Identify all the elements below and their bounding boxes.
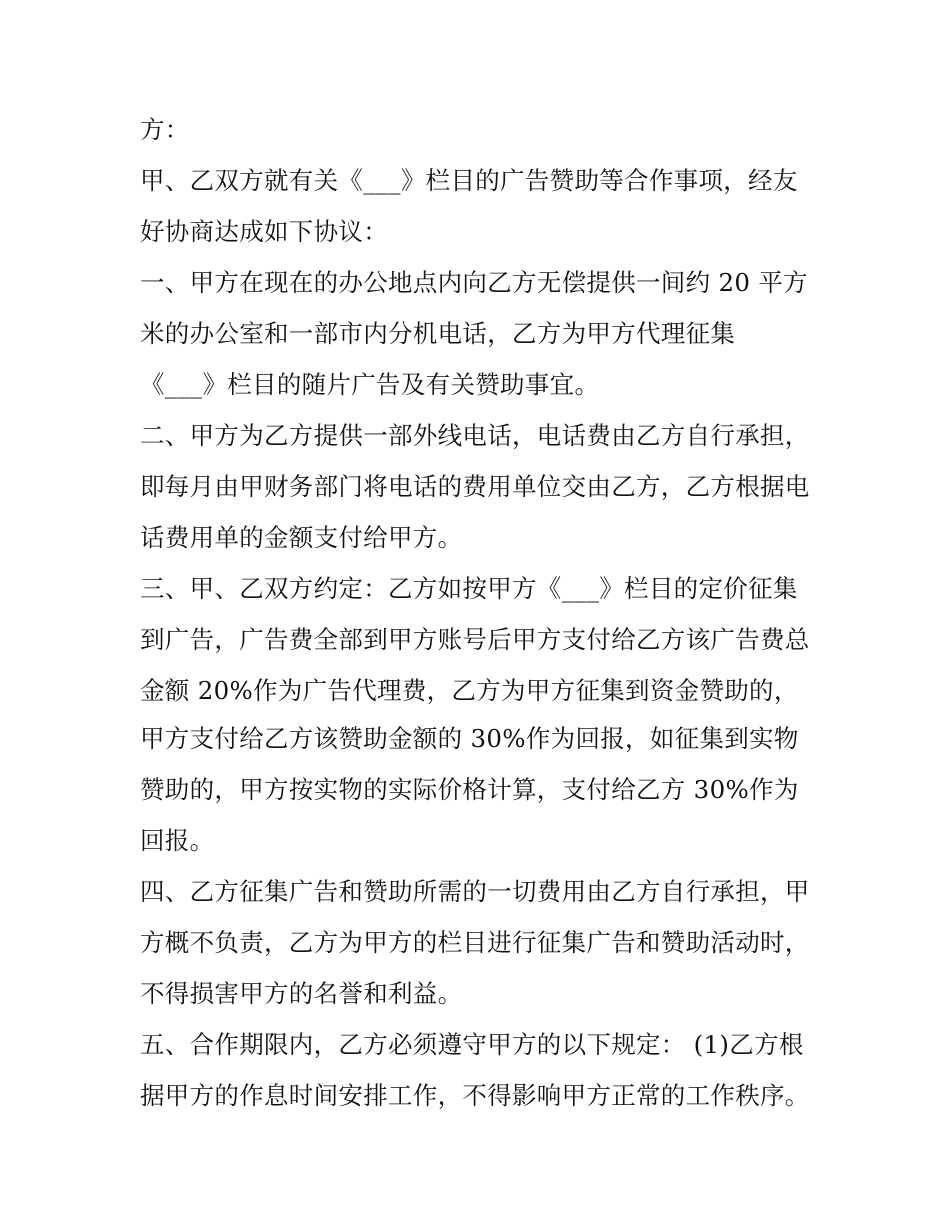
text-line: 四、乙方征集广告和赞助所需的一切费用由乙方自行承担，甲 <box>140 877 810 906</box>
text-line: 《___》栏目的随片广告及有关赞助事宜。 <box>140 370 600 399</box>
text-line: 据甲方的作息时间安排工作，不得影响甲方正常的工作秩序。 <box>140 1081 810 1110</box>
text-line: 不得损害甲方的名誉和利益。 <box>140 979 463 1008</box>
text-line: 甲方支付给乙方该赞助金额的 30%作为回报，如征集到实物 <box>140 724 799 753</box>
text-line: 好协商达成如下协议： <box>140 217 388 246</box>
text-line: 二、甲方为乙方提供一部外线电话，电话费由乙方自行承担， <box>140 421 810 450</box>
text-line: 即每月由甲财务部门将电话的费用单位交由乙方，乙方根据电 <box>140 472 810 501</box>
text-line: 话费用单的金额支付给甲方。 <box>140 523 463 552</box>
text-line: 赞助的，甲方按实物的实际价格计算，支付给乙方 30%作为 <box>140 775 799 804</box>
text-line: 一、甲方在现在的办公地点内向乙方无偿提供一间约 20 平方 <box>140 268 808 297</box>
text-line: 五、合作期限内，乙方必须遵守甲方的以下规定： (1)乙方根 <box>140 1030 804 1059</box>
text-line: 方概不负责，乙方为甲方的栏目进行征集广告和赞助活动时， <box>140 928 810 957</box>
text-line: 方： <box>140 115 190 144</box>
text-line: 甲、乙双方就有关《___》栏目的广告赞助等合作事项，经友 <box>140 166 798 195</box>
text-line: 回报。 <box>140 826 215 855</box>
text-line: 到广告，广告费全部到甲方账号后甲方支付给乙方该广告费总 <box>140 625 810 654</box>
text-line: 三、甲、乙双方约定：乙方如按甲方《___》栏目的定价征集 <box>140 574 798 603</box>
text-line: 米的办公室和一部市内分机电话，乙方为甲方代理征集 <box>140 319 736 348</box>
text-line: 金额 20%作为广告代理费，乙方为甲方征集到资金赞助的， <box>140 676 799 705</box>
